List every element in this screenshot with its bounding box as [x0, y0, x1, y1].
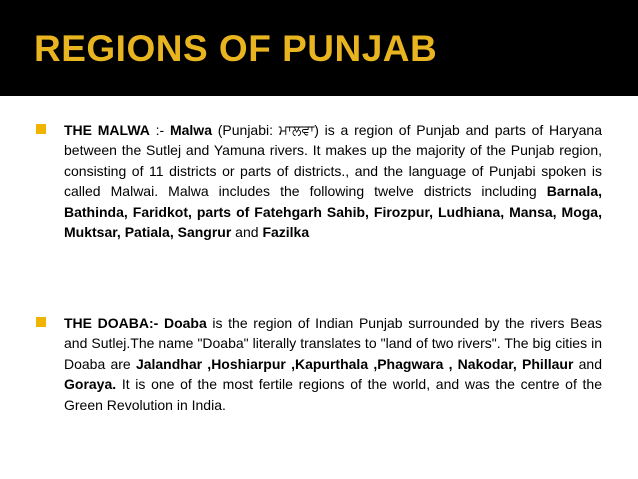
title-bar — [0, 0, 638, 96]
malwa-gurmukhi: ਮਾਲਵਾ — [278, 122, 315, 138]
slide-title: REGIONS OF PUNJAB — [34, 28, 438, 69]
doaba-and: and — [573, 355, 602, 372]
bullet-malwa — [36, 120, 602, 242]
doaba-name: Doaba — [163, 315, 207, 331]
malwa-heading: THE MALWA — [64, 122, 150, 138]
malwa-separator: :- — [149, 122, 170, 138]
malwa-districts: Barnala, Bathinda, Faridkot, parts of Fatehgarh Sahib, Firozpur, Ludhiana, Mansa, Moga, Muktsar, Patiala, Sangrur — [64, 183, 602, 241]
malwa-and: and — [231, 224, 263, 241]
doaba-text-1: is the region of Indian Punjab surrounded by the rivers Beas and Sutlej.The name "Doaba" literally translates to "land of two rivers". The big cities in Doaba are — [64, 315, 603, 372]
malwa-last-district: Fazilka — [262, 224, 310, 241]
bullet-square-icon — [36, 124, 46, 134]
malwa-text-2: ) is a region of Punjab and parts of Haryana between the Sutlej and Yamuna rivers. It makes up the majority of the Punjab region, consisting of 11 districts or parts of districts., and the language of Punjabi spoken is called Malwai. Malwa includes the following twelve districts including — [64, 122, 602, 200]
doaba-last-city: Goraya. — [64, 376, 117, 393]
doaba-heading: THE DOABA:- — [64, 315, 159, 331]
doaba-paragraph — [64, 313, 602, 415]
doaba-cities: Jalandhar ,Hoshiarpur ,Kapurthala ,Phagwara , Nakodar, Phillaur — [135, 355, 574, 372]
doaba-text-2: It is one of the most fertile regions of the world, and was the centre of the Green Revolution in India. — [64, 376, 602, 413]
malwa-name: Malwa — [169, 122, 212, 138]
malwa-text-1: (Punjabi: — [211, 122, 279, 138]
bullet-doaba — [36, 313, 602, 415]
bullet-square-icon — [36, 317, 46, 327]
malwa-paragraph — [64, 120, 602, 242]
